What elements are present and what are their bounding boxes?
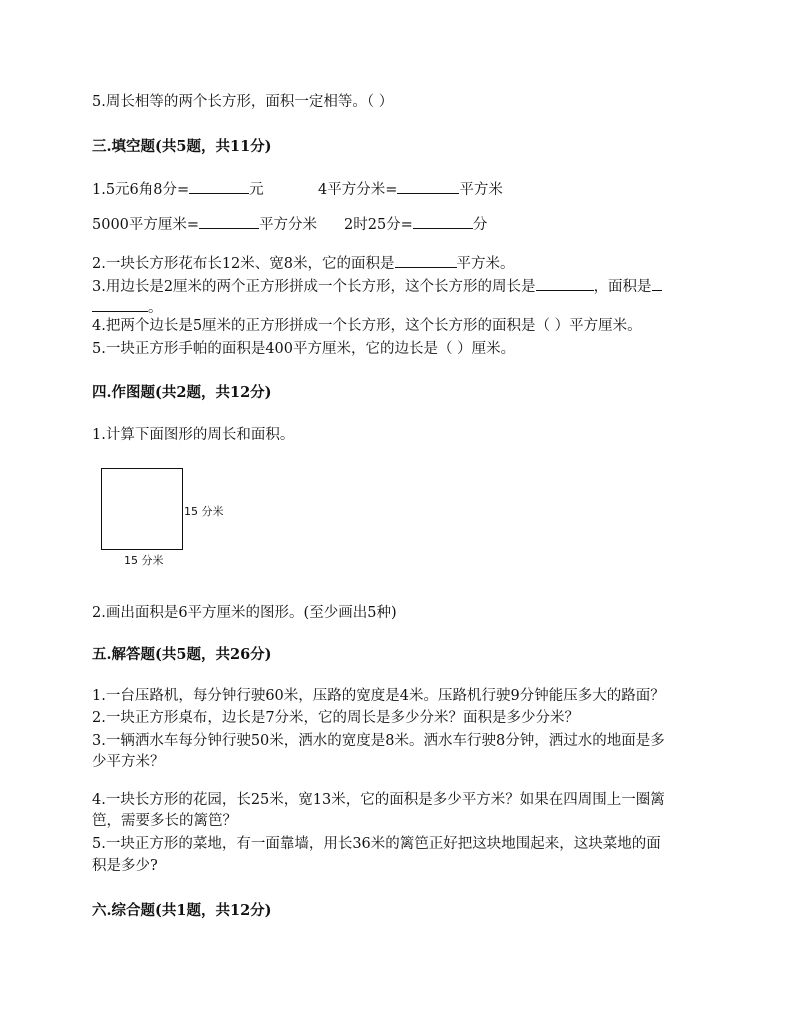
figure-bottom-label: 15 分米 — [124, 554, 164, 567]
answer-blank[interactable] — [395, 252, 457, 268]
answer-blank[interactable] — [92, 296, 148, 312]
solve-q4-line2: 笆，需要多长的篱笆？ — [92, 813, 237, 829]
fill-q2-unit: 平方米。 — [456, 256, 515, 272]
fill-q1-row2-d — [344, 213, 487, 235]
fill-q1-d-unit: 分 — [472, 217, 488, 233]
fill-q1-row1-b — [318, 178, 503, 200]
solve-q4-line1: 4.一块长方形的花园，长25米，宽13米，它的面积是多少平方米？如果在四周围上一圈篱 — [92, 792, 665, 808]
answer-blank[interactable] — [397, 178, 459, 194]
fill-q1-a-unit: 元 — [249, 182, 264, 198]
fill-q1-c-text: 5000平方厘米= — [92, 217, 200, 233]
fill-q1-row2 — [92, 213, 317, 235]
fill-q1-a-text: 1.5元6角8分= — [92, 182, 190, 198]
solve-q2: 2.一块正方形桌布，边长是7分米，它的周长是多少分米？面积是多少分米？ — [92, 710, 580, 726]
draw-q2: 2.画出面积是6平方厘米的图形。(至少画出5种) — [92, 605, 397, 621]
fill-q1-c-unit: 平方分米 — [259, 217, 318, 233]
section-5-title: 五.解答题(共5题，共26分) — [92, 646, 272, 663]
square-figure — [101, 468, 183, 550]
solve-q5-line2: 积是多少? — [92, 858, 158, 874]
fill-q4: 4.把两个边长是5厘米的正方形拼成一个长方形，这个长方形的面积是（ ）平方厘米。 — [92, 318, 642, 334]
fill-q5: 5.一块正方形手帕的面积是400平方厘米，它的边长是（ ）厘米。 — [92, 341, 516, 357]
section-4-title: 四.作图题(共2题，共12分) — [92, 384, 272, 401]
question-5-true-false: 5.周长相等的两个长方形，面积一定相等。（ ） — [92, 94, 394, 110]
fill-q2-text: 2.一块长方形花布长12米、宽8米，它的面积是 — [92, 256, 395, 272]
fill-q1-b-text: 4平方分米= — [318, 182, 398, 198]
fill-q3-end: 。 — [148, 300, 163, 316]
section-6-title: 六.综合题(共1题，共12分) — [92, 902, 272, 919]
fill-q1-row1 — [92, 178, 264, 200]
fill-q1-d-text: 2时25分= — [344, 217, 413, 233]
fill-q3 — [92, 275, 662, 297]
answer-blank[interactable] — [199, 213, 259, 229]
answer-blank[interactable] — [536, 275, 594, 291]
fill-q1-b-unit: 平方米 — [459, 182, 503, 198]
solve-q3-line2: 少平方米？ — [92, 754, 165, 770]
solve-q1: 1.一台压路机，每分钟行驶60米，压路的宽度是4米。压路机行驶9分钟能压多大的路面？ — [92, 688, 665, 704]
draw-q1: 1.计算下面图形的周长和面积。 — [92, 427, 295, 443]
fill-q2 — [92, 252, 515, 274]
figure-side-label: 15 分米 — [184, 505, 224, 518]
fill-q3-cont — [92, 296, 163, 318]
fill-q3-mid: ，面积是 — [593, 279, 652, 295]
section-3-title: 三.填空题(共5题，共11分) — [92, 138, 272, 155]
answer-blank[interactable] — [413, 213, 473, 229]
answer-blank[interactable] — [189, 178, 249, 194]
fill-q3-text: 3.用边长是2厘米的两个正方形拼成一个长方形，这个长方形的周长是 — [92, 279, 536, 295]
answer-blank[interactable] — [652, 275, 662, 291]
solve-q5-line1: 5.一块正方形的菜地，有一面靠墙，用长36米的篱笆正好把这块地围起来，这块菜地的面 — [92, 836, 661, 852]
solve-q3-line1: 3.一辆洒水车每分钟行驶50米，洒水的宽度是8米。洒水车行驶8分钟，洒过水的地面是多 — [92, 733, 665, 749]
